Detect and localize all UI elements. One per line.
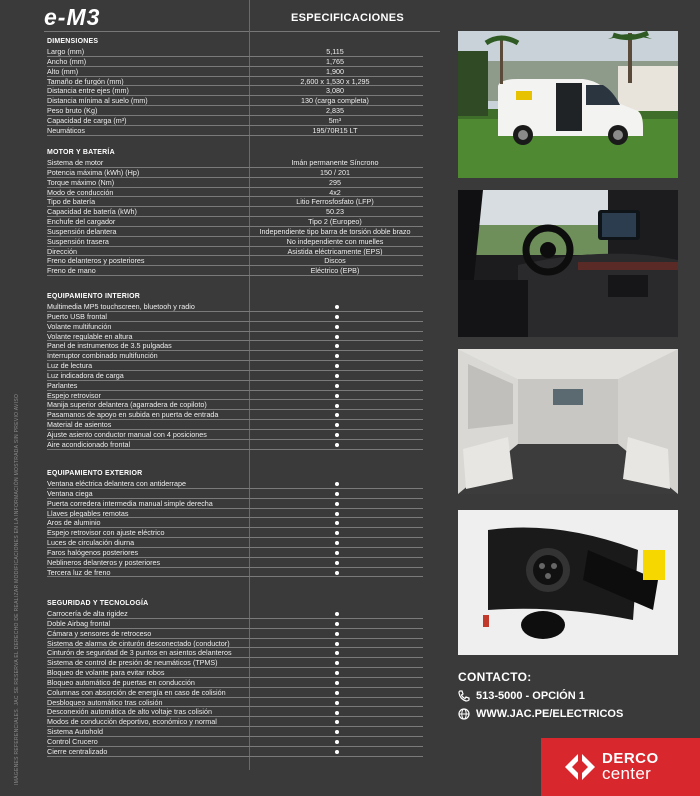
spec-row	[47, 57, 423, 67]
spec-row	[47, 266, 423, 276]
spec-label: Tamaño de furgón (mm)	[47, 76, 124, 86]
bullet-dot-icon	[335, 642, 339, 646]
feature-label: Espejo retrovisor	[47, 390, 101, 400]
spec-label: Peso bruto (Kg)	[47, 106, 98, 115]
feature-available	[297, 479, 423, 488]
feature-label: Doble Airbag frontal	[47, 618, 111, 628]
feature-row	[47, 538, 423, 548]
feature-row	[47, 351, 423, 361]
photo-van-exterior	[458, 31, 678, 178]
feature-label: Luz indicadora de carga	[47, 370, 124, 380]
bullet-dot-icon	[335, 423, 339, 427]
feature-row	[47, 332, 423, 342]
spec-value: 130 (carga completa)	[301, 96, 369, 106]
feature-row	[47, 568, 423, 578]
bullet-dot-icon	[335, 521, 339, 525]
feature-label: Ajuste asiento conductor manual con 4 posiciones	[47, 429, 207, 439]
spec-row	[47, 256, 423, 266]
feature-label: Material de asientos	[47, 420, 112, 429]
bullet-dot-icon	[335, 404, 339, 408]
spec-label: Torque máximo (Nm)	[47, 177, 115, 187]
feature-row	[47, 440, 423, 450]
feature-label: Multimedia MP5 touchscreen, bluetooh y radio	[47, 302, 195, 311]
feature-label: Sistema Autohold	[47, 727, 103, 736]
spec-row	[47, 67, 423, 77]
spec-label: Alto (mm)	[47, 66, 79, 76]
bullet-dot-icon	[335, 325, 339, 329]
spec-value: No independiente con muelles	[286, 236, 384, 246]
section-motor-bateria	[47, 148, 423, 276]
spec-row	[47, 96, 423, 106]
bullet-dot-icon	[335, 512, 339, 516]
feature-label: Panel de instrumentos de 3.5 pulgadas	[47, 341, 172, 351]
spec-label: Sistema de motor	[47, 158, 104, 167]
feature-label: Luces de circulación diurna	[47, 538, 135, 547]
feature-row	[47, 668, 423, 678]
bullet-dot-icon	[335, 305, 339, 309]
bullet-dot-icon	[335, 433, 339, 437]
feature-row	[47, 322, 423, 332]
bullet-dot-icon	[335, 561, 339, 565]
spec-value: 1,900	[326, 66, 344, 76]
feature-row	[47, 558, 423, 568]
spec-label: Capacidad de batería (kWh)	[47, 207, 137, 217]
feature-row	[47, 509, 423, 519]
spec-value: Litio Ferrosfosfato (LFP)	[296, 197, 374, 207]
bullet-dot-icon	[335, 413, 339, 417]
derco-center-logo	[541, 738, 700, 796]
feature-label: Bloqueo automático de puertas en conducción	[47, 677, 195, 687]
spec-label: Ancho (mm)	[47, 56, 87, 66]
photo-cabin-interior	[458, 190, 678, 337]
spec-value: 5,115	[326, 47, 344, 56]
globe-icon	[458, 708, 470, 720]
spec-label: Neumáticos	[47, 125, 85, 135]
section-equipamiento-interior	[47, 292, 423, 450]
feature-label: Aros de aluminio	[47, 518, 101, 528]
feature-available	[297, 688, 423, 697]
feature-label: Sistema de control de presión de neumáticos (TPMS)	[47, 658, 218, 668]
spec-row	[47, 207, 423, 217]
bullet-dot-icon	[335, 750, 339, 754]
feature-available	[297, 717, 423, 726]
feature-row	[47, 548, 423, 558]
feature-available	[297, 381, 423, 390]
contact-title: CONTACTO:	[458, 670, 532, 684]
feature-row	[47, 489, 423, 499]
section-title: SEGURIDAD Y TECNOLOGÍA	[47, 600, 149, 607]
feature-available	[297, 639, 423, 648]
feature-available	[297, 528, 423, 537]
feature-available	[297, 430, 423, 439]
feature-row	[47, 737, 423, 747]
spec-row	[47, 47, 423, 57]
feature-row	[47, 381, 423, 391]
feature-row	[47, 528, 423, 538]
feature-label: Parlantes	[47, 380, 78, 390]
bullet-dot-icon	[335, 541, 339, 545]
feature-available	[297, 698, 423, 707]
spec-label: Capacidad de carga (m³)	[47, 115, 127, 125]
bullet-dot-icon	[335, 394, 339, 398]
bullet-dot-icon	[335, 482, 339, 486]
spec-value: 2,835	[326, 106, 344, 115]
bullet-dot-icon	[335, 443, 339, 447]
feature-row	[47, 639, 423, 649]
derco-mark-icon	[563, 750, 597, 784]
feature-table	[47, 609, 423, 757]
feature-label: Manija superior delantera (agarradera de copiloto)	[47, 400, 207, 410]
feature-label: Bloqueo de volante para evitar robos	[47, 668, 165, 677]
section-title: EQUIPAMIENTO INTERIOR	[47, 293, 141, 300]
spec-label: Suspensión trasera	[47, 236, 109, 246]
brand-line2: center	[602, 764, 652, 783]
phone-icon	[458, 690, 470, 702]
bullet-dot-icon	[335, 720, 339, 724]
bullet-dot-icon	[335, 502, 339, 506]
spec-row	[47, 116, 423, 126]
bullet-dot-icon	[335, 315, 339, 319]
feature-label: Puerta corredera intermedia manual simple derecha	[47, 498, 213, 508]
feature-available	[297, 629, 423, 638]
bullet-dot-icon	[335, 612, 339, 616]
bullet-dot-icon	[335, 711, 339, 715]
spec-value: Asistida eléctricamente (EPS)	[287, 246, 383, 256]
feature-available	[297, 332, 423, 341]
feature-available	[297, 518, 423, 527]
bullet-dot-icon	[335, 364, 339, 368]
feature-label: Ventana eléctrica delantera con antiderrape	[47, 479, 187, 488]
feature-row	[47, 747, 423, 757]
feature-available	[297, 509, 423, 518]
feature-available	[297, 668, 423, 677]
spec-row	[47, 197, 423, 207]
feature-row	[47, 648, 423, 658]
spec-row	[47, 168, 423, 178]
spec-value: 5m³	[328, 115, 342, 125]
feature-label: Luz de lectura	[47, 361, 93, 370]
feature-available	[297, 538, 423, 547]
spec-label: Freno delanteros y posteriores	[47, 256, 145, 266]
feature-available	[297, 341, 423, 350]
feature-label: Cámara y sensores de retroceso	[47, 628, 152, 638]
bullet-dot-icon	[335, 740, 339, 744]
bullet-dot-icon	[335, 730, 339, 734]
spec-row	[47, 126, 423, 136]
spec-value: Imán permanente Síncrono	[291, 158, 379, 167]
spec-value: 50.23	[326, 207, 344, 217]
bullet-dot-icon	[335, 651, 339, 655]
feature-row	[47, 312, 423, 322]
spec-label: Dirección	[47, 246, 77, 256]
spec-value: Eléctrico (EPB)	[310, 266, 360, 276]
feature-available	[297, 322, 423, 331]
feature-label: Aire acondicionado frontal	[47, 439, 131, 449]
feature-available	[297, 312, 423, 321]
feature-row	[47, 400, 423, 410]
spec-value: 3,080	[326, 86, 344, 96]
feature-label: Tercera luz de freno	[47, 567, 111, 577]
feature-label: Llaves plegables remotas	[47, 508, 129, 518]
bullet-dot-icon	[335, 384, 339, 388]
feature-label: Interruptor combinado multifunción	[47, 351, 158, 361]
feature-available	[297, 548, 423, 557]
feature-available	[297, 619, 423, 628]
feature-label: Puerto USB frontal	[47, 311, 107, 321]
feature-label: Ventana ciega	[47, 488, 93, 498]
contact-block	[458, 670, 623, 720]
brand-line1: DERCO	[602, 750, 659, 767]
bullet-dot-icon	[335, 661, 339, 665]
feature-available	[297, 707, 423, 716]
feature-available	[297, 420, 423, 429]
feature-available	[297, 558, 423, 567]
spec-row	[47, 237, 423, 247]
feature-row	[47, 420, 423, 430]
spec-label: Distancia entre ejes (mm)	[47, 86, 129, 96]
spec-row	[47, 188, 423, 198]
feature-label: Neblineros delanteros y posteriores	[47, 557, 161, 567]
spec-value: 4x2	[329, 187, 341, 197]
spec-label: Enchufe del cargador	[47, 217, 116, 226]
feature-row	[47, 361, 423, 371]
feature-label: Columnas con absorción de energía en caso de colisión	[47, 687, 226, 697]
feature-available	[297, 400, 423, 409]
feature-label: Cierre centralizado	[47, 746, 108, 756]
spec-row	[47, 77, 423, 87]
section-seguridad-tecnologia	[47, 599, 423, 757]
spec-value: Independiente tipo barra de torsión doble brazo	[259, 226, 411, 236]
bullet-dot-icon	[335, 671, 339, 675]
feature-available	[297, 658, 423, 667]
section-equipamiento-exterior	[47, 469, 423, 577]
spec-row	[47, 106, 423, 116]
feature-available	[297, 371, 423, 380]
spec-row	[47, 178, 423, 188]
feature-available	[297, 361, 423, 370]
spec-label: Modo de conducción	[47, 187, 114, 197]
model-logo: e-M3	[44, 4, 101, 30]
feature-table	[47, 302, 423, 450]
spec-value: 295	[329, 177, 341, 187]
spec-value: Discos	[324, 256, 346, 266]
spec-row	[47, 86, 423, 96]
feature-row	[47, 658, 423, 668]
feature-row	[47, 609, 423, 619]
spec-value: 150 / 201	[320, 167, 350, 177]
contact-web[interactable]	[458, 708, 623, 720]
bullet-dot-icon	[335, 354, 339, 358]
section-title: MOTOR Y BATERÍA	[47, 149, 115, 156]
section-title: EQUIPAMIENTO EXTERIOR	[47, 470, 143, 477]
bullet-dot-icon	[335, 571, 339, 575]
bullet-dot-icon	[335, 374, 339, 378]
feature-row	[47, 707, 423, 717]
feature-available	[297, 648, 423, 657]
feature-available	[297, 410, 423, 419]
feature-table	[47, 479, 423, 577]
page-title: ESPECIFICACIONES	[291, 12, 404, 24]
photo-cargo-area	[458, 349, 678, 494]
feature-row	[47, 371, 423, 381]
spec-value: Tipo 2 (Europeo)	[308, 217, 362, 226]
bullet-dot-icon	[335, 335, 339, 339]
feature-available	[297, 678, 423, 687]
feature-row	[47, 629, 423, 639]
feature-available	[297, 351, 423, 360]
spec-row	[47, 158, 423, 168]
photo-charging-port	[458, 510, 678, 655]
feature-label: Desbloqueo automático tras colisión	[47, 697, 163, 707]
feature-row	[47, 688, 423, 698]
bullet-dot-icon	[335, 551, 339, 555]
spec-value: 2,600 x 1,530 x 1,295	[300, 76, 370, 86]
feature-row	[47, 518, 423, 528]
bullet-dot-icon	[335, 691, 339, 695]
feature-available	[297, 499, 423, 508]
header-divider	[44, 31, 440, 32]
spec-table	[47, 47, 423, 136]
phone-number[interactable]: 513-5000 - OPCIÓN 1	[476, 690, 585, 702]
feature-available	[297, 302, 423, 311]
spec-label: Potencia máxima (kWh) (Hp)	[47, 167, 140, 177]
feature-label: Pasamanos de apoyo en subida en puerta de entrada	[47, 410, 219, 420]
spec-label: Tipo de batería	[47, 197, 96, 207]
section-dimensiones	[47, 37, 423, 136]
feature-label: Volante regulable en altura	[47, 331, 133, 341]
feature-available	[297, 489, 423, 498]
feature-row	[47, 479, 423, 489]
spec-label: Freno de mano	[47, 266, 96, 276]
contact-phone[interactable]	[458, 690, 623, 702]
spec-label: Distancia mínima al suelo (mm)	[47, 96, 148, 106]
feature-label: Volante multifunción	[47, 321, 112, 331]
spec-row	[47, 247, 423, 257]
feature-row	[47, 302, 423, 312]
spec-label: Suspensión delantera	[47, 226, 117, 236]
feature-available	[297, 391, 423, 400]
feature-row	[47, 727, 423, 737]
spec-row	[47, 217, 423, 227]
spec-table	[47, 158, 423, 276]
bullet-dot-icon	[335, 622, 339, 626]
bullet-dot-icon	[335, 531, 339, 535]
feature-row	[47, 499, 423, 509]
feature-label: Faros halógenos posteriores	[47, 547, 139, 557]
spec-row	[47, 227, 423, 237]
bullet-dot-icon	[335, 492, 339, 496]
feature-row	[47, 410, 423, 420]
website-link[interactable]: WWW.JAC.PE/ELECTRICOS	[476, 708, 624, 720]
feature-row	[47, 619, 423, 629]
feature-label: Desconexión automática de alto voltaje tras colisión	[47, 707, 213, 717]
feature-label: Carrocería de alta rigidez	[47, 609, 128, 618]
bullet-dot-icon	[335, 681, 339, 685]
spec-value: 195/70R15 LT	[312, 125, 358, 135]
feature-available	[297, 609, 423, 618]
bullet-dot-icon	[335, 701, 339, 705]
feature-row	[47, 698, 423, 708]
disclaimer-text: IMÁGENES REFERENCIALES. JAC SE RESERVA EL DERECHO DE REALIZAR MODIFICACIONES EN LA INFORMACIÓN MOSTRADA SIN PREVIO AVISO	[14, 393, 20, 785]
feature-row	[47, 430, 423, 440]
bullet-dot-icon	[335, 344, 339, 348]
spec-value: 1,765	[326, 56, 344, 66]
feature-row	[47, 391, 423, 401]
bullet-dot-icon	[335, 632, 339, 636]
feature-label: Modos de conducción deportivo, económico y normal	[47, 717, 217, 727]
feature-row	[47, 341, 423, 351]
feature-label: Sistema de alarma de cinturón desconectado (conductor)	[47, 638, 230, 648]
feature-available	[297, 747, 423, 756]
feature-available	[297, 737, 423, 746]
feature-label: Cinturón de seguridad de 3 puntos en asientos delanteros	[47, 648, 232, 658]
feature-label: Espejo retrovisor con ajuste eléctrico	[47, 528, 165, 538]
feature-row	[47, 717, 423, 727]
feature-label: Control Crucero	[47, 736, 98, 746]
feature-available	[297, 440, 423, 449]
feature-available	[297, 568, 423, 577]
feature-row	[47, 678, 423, 688]
section-title: DIMENSIONES	[47, 38, 99, 45]
spec-label: Largo (mm)	[47, 47, 85, 56]
feature-available	[297, 727, 423, 736]
